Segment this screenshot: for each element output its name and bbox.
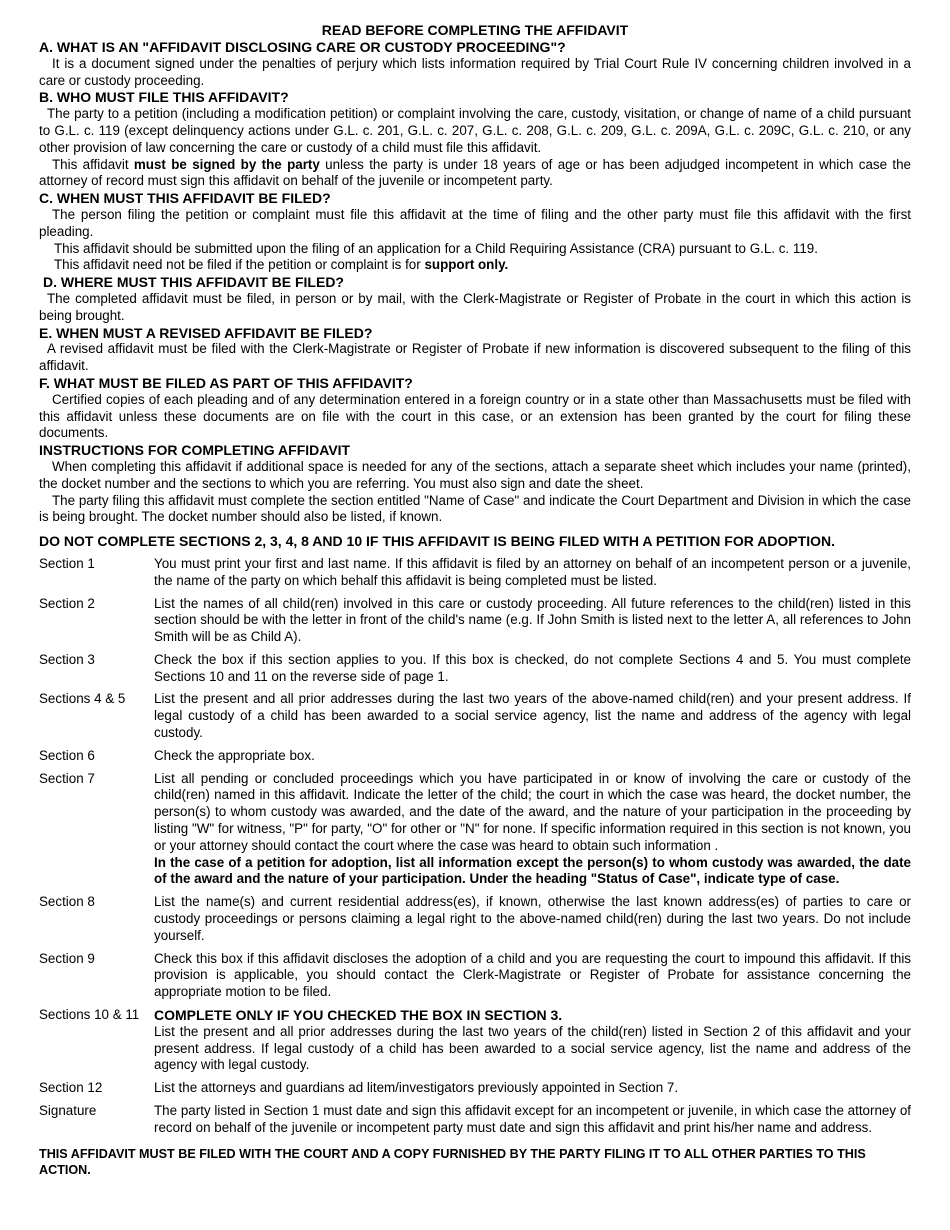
- section-instructions-list: [39, 556, 911, 1137]
- paragraph-b2: [39, 157, 911, 191]
- section-label: Section 2: [39, 595, 95, 611]
- paragraph-b1: The party to a petition (including a modification petition) or complaint involving the care, custody, visitation, or change of name of a child pursuant to G.L. c. 119 (except delinquency actions under G.L. c. 201, G.L. c. 207, G.L. c. 208, G.L. c. 209, G.L. c. 209A, G.L. c. 209C, G.L. c. 210, or any other provision of law concerning the care or custody of a child must file this affidavit.: [39, 106, 911, 155]
- section-description: [154, 596, 911, 646]
- section-text: Check the appropriate box.: [154, 747, 315, 763]
- paragraph-c3-pre: This affidavit need not be filed if the petition or complaint is for: [54, 257, 425, 273]
- paragraph-c3-bold: support only.: [424, 257, 509, 273]
- section-description: [154, 748, 911, 765]
- paragraph-c1: The person filing the petition or complaint must file this affidavit at the time of filing and the other party must file this affidavit with the first pleading.: [39, 206, 911, 239]
- section-row: [39, 596, 911, 646]
- section-description: [154, 652, 911, 686]
- section-description: [154, 894, 911, 944]
- heading-f: F. WHAT MUST BE FILED AS PART OF THIS AFFIDAVIT?: [39, 374, 413, 391]
- section-label: Section 1: [39, 555, 95, 571]
- section-description: [154, 951, 911, 1001]
- section-text: The party listed in Section 1 must date and sign this affidavit except for an incompetent or juvenile, in which case the attorney of record on behalf of the juvenile or incompetent party must date and sign this affidavit and print his/her name and address.: [154, 1103, 911, 1135]
- section-label: Signature: [39, 1103, 97, 1119]
- paragraph-a1: It is a document signed under the penalties of perjury which lists information required by Trial Court Rule IV concerning children involved in a care or custody proceeding.: [39, 55, 911, 88]
- paragraph-c3: [39, 257, 911, 274]
- section-row: [39, 691, 911, 741]
- section-label: Section 6: [39, 747, 95, 763]
- paragraph-b2-post: unless the party is under 18 years of age or has been adjudged incompetent in which case the attorney of record must sign this affidavit on behalf of the juvenile or incompetent party.: [39, 156, 911, 189]
- heading-e: E. WHEN MUST A REVISED AFFIDAVIT BE FILED?: [39, 324, 373, 341]
- section-description: [154, 1103, 911, 1137]
- section-row: [39, 1007, 911, 1074]
- section-label: Section 12: [39, 1080, 103, 1096]
- section-description: [154, 556, 911, 590]
- heading-b: B. WHO MUST FILE THIS AFFIDAVIT?: [39, 89, 289, 106]
- section-label: Sections 4 & 5: [39, 691, 126, 707]
- section-description: [154, 771, 911, 889]
- paragraph-b2-pre: This affidavit: [52, 156, 134, 172]
- section-label: Sections 10 & 11: [39, 1007, 140, 1023]
- paragraph-b2-bold: must be signed by the party: [133, 156, 320, 172]
- section-bold-note: In the case of a petition for adoption, list all information except the person(s) to whom custody was awarded, the date of the award and the nature of your participation. Under the heading "Status of Case", indicate type of case.: [154, 854, 911, 887]
- section-row: [39, 748, 911, 765]
- section-row: [39, 652, 911, 686]
- section-row: [39, 951, 911, 1001]
- section-row: [39, 771, 911, 889]
- heading-instructions: INSTRUCTIONS FOR COMPLETING AFFIDAVIT: [39, 442, 351, 459]
- section-label: Section 9: [39, 950, 95, 966]
- heading-c: C. WHEN MUST THIS AFFIDAVIT BE FILED?: [39, 190, 331, 207]
- page-title: READ BEFORE COMPLETING THE AFFIDAVIT: [321, 22, 629, 38]
- footer-notice: THIS AFFIDAVIT MUST BE FILED WITH THE COURT AND A COPY FURNISHED BY THE PARTY FILING IT TO ALL OTHER PARTIES TO THIS ACTION.: [39, 1146, 866, 1178]
- section-bold-lead: COMPLETE ONLY IF YOU CHECKED THE BOX IN SECTION 3.: [154, 1007, 563, 1024]
- heading-a: A. WHAT IS AN "AFFIDAVIT DISCLOSING CARE OR CUSTODY PROCEEDING"?: [39, 39, 566, 55]
- section-text: List the present and all prior addresses during the last two years of the child(ren) listed in Section 2 of this affidavit and your present address. If legal custody of a child has been awarded to a social service agency, list the name and address of the agency with legal custody.: [154, 1023, 911, 1073]
- section-text: List the present and all prior addresses during the last two years of the above-named child(ren) and your present address. If legal custody of a child has been awarded to a social service agency, list the name and address of the agency with legal custody.: [154, 691, 911, 741]
- section-label: Section 7: [39, 770, 95, 786]
- heading-d: D. WHERE MUST THIS AFFIDAVIT BE FILED?: [43, 274, 344, 291]
- section-description: [154, 1080, 911, 1097]
- section-row: [39, 556, 911, 590]
- section-description: [154, 1007, 911, 1074]
- section-description: [154, 691, 911, 741]
- paragraph-d1: The completed affidavit must be filed, in person or by mail, with the Clerk-Magistrate or Register of Probate in the court in which this action is being brought.: [39, 290, 911, 323]
- section-label: Section 3: [39, 651, 95, 667]
- section-text: List the attorneys and guardians ad litem/investigators previously appointed in Section 7.: [154, 1080, 679, 1096]
- section-text: List all pending or concluded proceedings which you have participated in or know of involving the care or custody of the child(ren) named in this affidavit. Indicate the letter of the child; the court in which the case was heard, the docket number, the person(s) to whom custody was awarded, and the date of the award, and the nature of your participation in the proceeding by listing "W" for witness, "P" for party, "O" for other or "N" for none. If specific information required in this section is not known, you or your attorney should contact the court where the case was heard to obtain such information .: [154, 770, 911, 853]
- paragraph-instructions-2: The party filing this affidavit must complete the section entitled "Name of Case" and indicate the Court Department and Division in which the case is being brought. The docket number should also be listed, if known.: [39, 492, 911, 525]
- section-label: Section 8: [39, 894, 95, 910]
- section-text: You must print your first and last name. If this affidavit is filed by an attorney on behalf of an incompetent person or a juvenile, the name of the party on which behalf this affidavit is being completed must be listed.: [154, 555, 911, 588]
- section-text: List the name(s) and current residential address(es), if known, otherwise the last known address(es) of parties to care or custody proceedings or persons claiming a legal right to the above-named child(ren) during the last two years. Do not include yourself.: [154, 894, 911, 943]
- instruction-page: [39, 22, 911, 1179]
- section-row: [39, 1103, 911, 1137]
- paragraph-c2: This affidavit should be submitted upon the filing of an application for a Child Requiring Assistance (CRA) pursuant to G.L. c. 119.: [54, 240, 818, 256]
- section-row: [39, 1080, 911, 1097]
- section-text: List the names of all child(ren) involved in this care or custody proceeding. All future references to the child(ren) listed in this section should be with the letter in front of the child's name (e.g. If John Smith is listed next to the letter A, all references to John Smith will be as Child A).: [154, 595, 911, 645]
- section-text: Check this box if this affidavit discloses the adoption of a child and you are requesting the court to impound this affidavit. If this provision is applicable, you should contact the Clerk-Magistrate or Register of Probate for assistance concerning the appropriate motion to be filed.: [154, 950, 911, 1000]
- section-row: [39, 894, 911, 944]
- paragraph-f1: Certified copies of each pleading and of any determination entered in a foreign country or in a state other than Massachusetts must be filed with this affidavit unless these documents are on file with the court in this case, or an extension has been granted by the court for filing these documents.: [39, 391, 911, 441]
- paragraph-e1: A revised affidavit must be filed with the Clerk-Magistrate or Register of Probate if new information is discovered subsequent to the filing of this affidavit.: [39, 341, 911, 374]
- adoption-warning: DO NOT COMPLETE SECTIONS 2, 3, 4, 8 AND 10 IF THIS AFFIDAVIT IS BEING FILED WITH A PETITION FOR ADOPTION.: [39, 533, 835, 550]
- section-text: Check the box if this section applies to you. If this box is checked, do not complete Sections 4 and 5. You must complete Sections 10 and 11 on the reverse side of page 1.: [154, 651, 911, 684]
- paragraph-instructions-1: When completing this affidavit if additional space is needed for any of the sections, attach a separate sheet which includes your name (printed), the docket number and the sections to which you are referring. You must also sign and date the sheet.: [39, 458, 911, 491]
